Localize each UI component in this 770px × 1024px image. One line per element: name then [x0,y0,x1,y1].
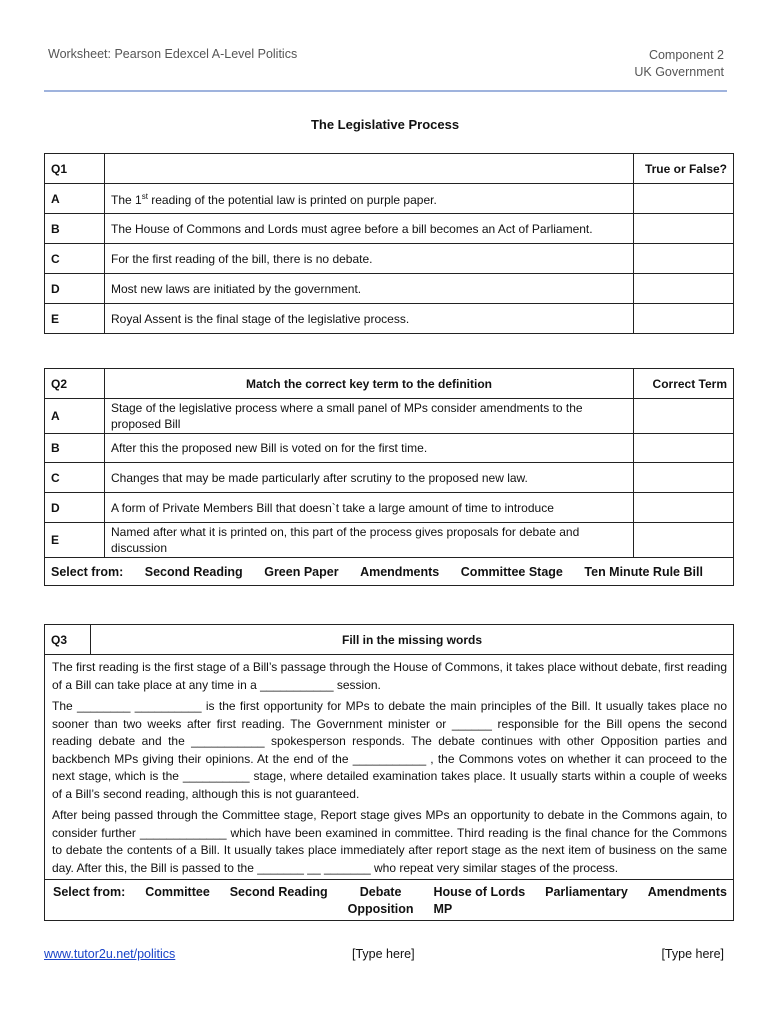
statement: Most new laws are initiated by the government. [105,274,634,304]
q2-select-from [45,558,734,586]
option-amendments: Amendments [360,564,440,579]
row-letter: B [45,434,105,463]
definition: Stage of the legislative process where a small panel of MPs consider amendments to the proposed Bill [105,399,634,434]
table-row [45,493,734,523]
option-ten-minute-rule-bill: Ten Minute Rule Bill [584,564,703,579]
definition: Changes that may be made particularly after scrutiny to the proposed new law. [105,463,634,493]
row-letter: D [45,493,105,523]
option-green-paper: Green Paper [264,564,339,579]
q1-answer-header: True or False? [634,154,734,184]
table-row [45,274,734,304]
option-committee: Committee [145,885,210,899]
page-title: The Legislative Process [310,117,460,132]
answer-cell[interactable] [634,463,734,493]
footer-placeholder-right: [Type here] [661,947,724,961]
definition: A form of Private Members Bill that doesn`t take a large amount of time to introduce [105,493,634,523]
header-divider [44,90,727,92]
option-second-reading: Second Reading [144,564,243,579]
statement: For the first reading of the bill, there is no debate. [105,244,634,274]
q3-select-from [45,880,734,921]
q3-table [44,624,734,921]
header-left: Worksheet: Pearson Edexcel A-Level Politics [48,47,298,61]
table-row [45,434,734,463]
q2-select-label: Select from: [51,564,124,579]
option-debate-opposition: Debate Opposition [347,885,414,916]
answer-cell[interactable] [634,434,734,463]
table-row [45,463,734,493]
q2-answer-header: Correct Term [634,369,734,399]
q3-select-label: Select from: [53,885,126,899]
row-letter: E [45,304,105,334]
option-parliamentary: Parliamentary [545,885,628,899]
row-letter: B [45,214,105,244]
table-row [45,523,734,558]
option-house-of-lords-mp: House of Lords MP [433,885,526,916]
answer-cell[interactable] [634,399,734,434]
answer-cell[interactable] [634,214,734,244]
answer-cell[interactable] [634,244,734,274]
row-letter: C [45,463,105,493]
row-letter: D [45,274,105,304]
q2-table [44,368,734,586]
passage-paragraph: The ________ __________ is the first opportunity for MPs to debate the main principles of the Bill. It usually takes place no sooner than two weeks after first reading. The Government minister or ______ responsible for the Bill opens the second reading debate and the ___________ spokesperson responds. The debate continues with other Opposition parties and backbench MPs giving their opinions. At the end of the ___________ , the Commons votes on whether it can proceed to the next stage, which is the __________ stage, where detailed examination takes place. It usually starts within a couple of weeks of a Bill’s second reading, although this is not guaranteed. [52,699,727,801]
statement: Royal Assent is the final stage of the legislative process. [105,304,634,334]
table-row [45,399,734,434]
header-component: Component 2 [648,48,724,62]
table-row [45,304,734,334]
answer-cell[interactable] [634,304,734,334]
definition: Named after what it is printed on, this part of the process gives proposals for debate and discussion [105,523,634,558]
passage-paragraph: After being passed through the Committee stage, Report stage gives MPs an opportunity to debate in the Commons again, to consider further _____________ which have been examined in committee. Third reading is the final chance for the Commons to debate the contents of a Bill. It usually takes place immediately after report stage as the next item of business on the same day. After this, the Bill is passed to the _______ __ _______ who repeat very similar stages of the process. [52,808,727,875]
table-row [45,184,734,214]
answer-cell[interactable] [634,493,734,523]
passage-paragraph: The first reading is the first stage of a Bill’s passage through the House of Commons, it takes place without debate, first reading of a Bill can take place at any time in a ___________ session. [52,660,727,692]
q3-instruction: Fill in the missing words [91,625,734,655]
q2-instruction: Match the correct key term to the definition [105,369,634,399]
q2-label: Q2 [45,369,105,399]
header-right [634,47,724,81]
statement: The House of Commons and Lords must agree before a bill becomes an Act of Parliament. [105,214,634,244]
q3-passage [45,655,734,880]
option-second-reading: Second Reading [229,885,328,899]
row-letter: C [45,244,105,274]
q3-label: Q3 [45,625,91,655]
header-unit: UK Government [634,65,724,79]
q1-label: Q1 [45,154,105,184]
row-letter: A [45,399,105,434]
definition: After this the proposed new Bill is voted on for the first time. [105,434,634,463]
q1-table [44,153,734,334]
answer-cell[interactable] [634,184,734,214]
statement: The 1st reading of the potential law is printed on purple paper. [105,184,634,214]
row-letter: E [45,523,105,558]
footer-link[interactable]: www.tutor2u.net/politics [44,947,176,961]
row-letter: A [45,184,105,214]
table-row [45,214,734,244]
answer-cell[interactable] [634,523,734,558]
table-row [45,244,734,274]
option-committee-stage: Committee Stage [460,564,563,579]
option-amendments: Amendments [647,885,727,899]
footer-placeholder-mid: [Type here] [352,947,415,961]
q1-header-blank [105,154,634,184]
answer-cell[interactable] [634,274,734,304]
